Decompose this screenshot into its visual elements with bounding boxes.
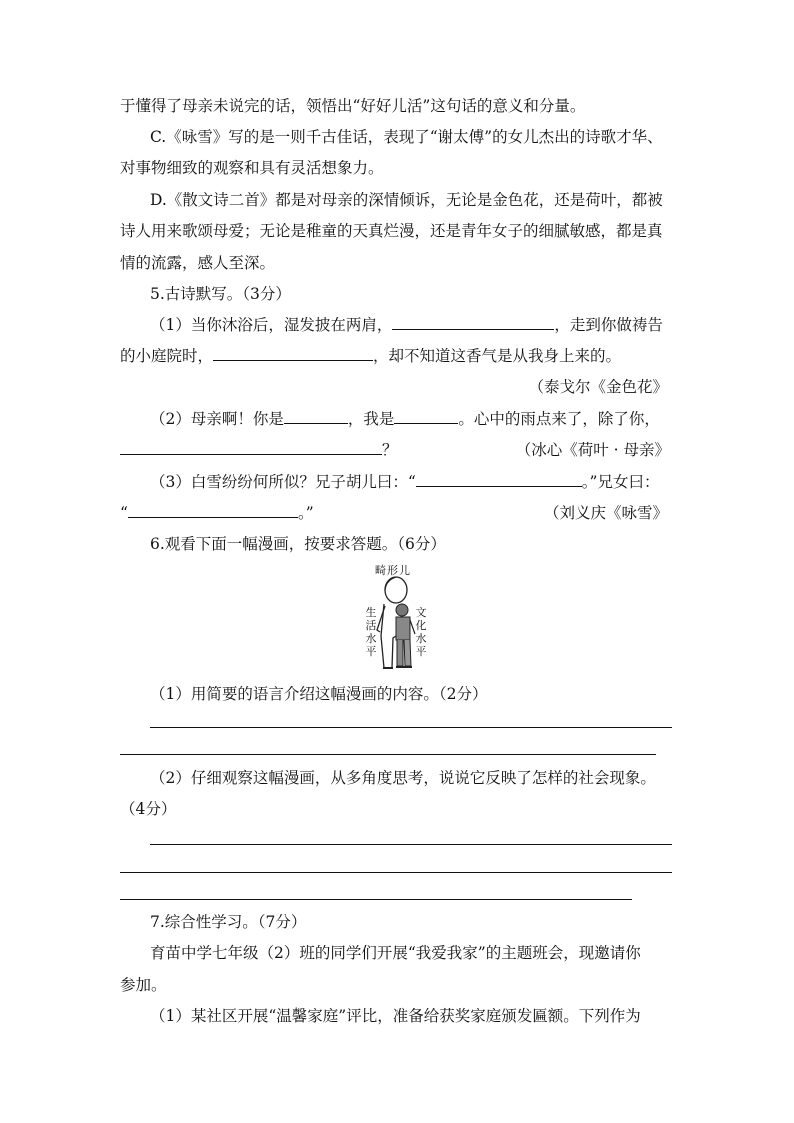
answer-blank[interactable] xyxy=(213,346,373,361)
q5-item-3-line-1: （3）白雪纷纷何所似？兄子胡儿曰：“ 。”兄女曰： xyxy=(150,473,660,491)
answer-line[interactable] xyxy=(120,754,656,755)
answer-blank[interactable] xyxy=(284,409,348,424)
question-7-title: 7.综合性学习。（7分） xyxy=(150,913,307,931)
answer-blank[interactable] xyxy=(394,409,458,424)
q6-sub-2-line-2: （4分） xyxy=(120,800,177,818)
answer-line[interactable] xyxy=(120,872,672,873)
q6-sub-1: （1）用简要的语言介绍这幅漫画的内容。（2分） xyxy=(150,685,488,703)
q7-sub-1: （1）某社区开展“温馨家庭”评比，准备给获奖家庭颁发匾额。下列作为 xyxy=(150,1007,641,1025)
answer-line[interactable] xyxy=(150,844,672,845)
answer-blank[interactable] xyxy=(128,503,298,518)
option-c-line-1: C.《咏雪》写的是一则千古佳话，表现了“谢太傅”的女儿杰出的诗歌才华、 xyxy=(150,128,663,146)
q5-item-1-line-1: （1）当你沐浴后，湿发披在两肩， ，走到你做祷告 xyxy=(150,316,663,334)
answer-blank[interactable] xyxy=(416,472,582,487)
q7-paragraph-line-1: 育苗中学七年级（2）班的同学们开展“我爱我家”的主题班会，现邀请你 xyxy=(150,944,641,962)
cartoon-left-label: 生 活 水 平 xyxy=(365,606,377,658)
q5-source-1: （泰戈尔《金色花》 xyxy=(528,378,668,396)
q5-source-2: （冰心《荷叶 · 母亲》 xyxy=(515,441,670,459)
cartoon-person-illustration xyxy=(355,560,435,672)
q5-source-3: （刘义庆《咏雪》 xyxy=(543,504,668,522)
q7-paragraph-line-2: 参加。 xyxy=(120,976,167,994)
q5-item-3-line-2: “ 。” xyxy=(120,504,314,522)
question-6-title: 6.观看下面一幅漫画，按要求答题。（6分） xyxy=(150,535,446,553)
answer-blank[interactable] xyxy=(120,440,382,455)
option-d-line-1: D.《散文诗二首》都是对母亲的深情倾诉，无论是金色花，还是荷叶，都被 xyxy=(150,191,663,209)
q5-item-1-line-2: 的小庭院时， ，却不知道这香气是从我身上来的。 xyxy=(120,347,622,365)
option-d-line-3: 情的流露，感人至深。 xyxy=(120,254,276,272)
cartoon-figure xyxy=(355,560,435,672)
answer-line[interactable] xyxy=(150,727,672,728)
q6-sub-2-line-1: （2）仔细观察这幅漫画，从多角度思考，说说它反映了怎样的社会现象。 xyxy=(150,769,656,787)
question-5-title: 5.古诗默写。（3分） xyxy=(150,285,291,303)
answer-line[interactable] xyxy=(120,899,632,900)
q5-item-2-line-2: ？ xyxy=(120,440,398,460)
cartoon-title: 畸形儿 xyxy=(375,564,411,577)
cartoon-right-label: 文 化 水 平 xyxy=(415,606,427,658)
option-c-line-2: 对事物细致的观察和具有灵活想象力。 xyxy=(120,159,384,177)
q5-item-2-line-1: （2）母亲啊！你是 ，我是 。心中的雨点来了，除了你， xyxy=(150,410,660,428)
option-d-line-2: 诗人用来歌颂母爱；无论是稚童的天真烂漫，还是青年女子的细腻敏感，都是真 xyxy=(120,222,663,240)
text-line: 于懂得了母亲未说完的话，领悟出“好好儿活”这句话的意义和分量。 xyxy=(120,97,586,115)
answer-blank[interactable] xyxy=(392,315,554,330)
